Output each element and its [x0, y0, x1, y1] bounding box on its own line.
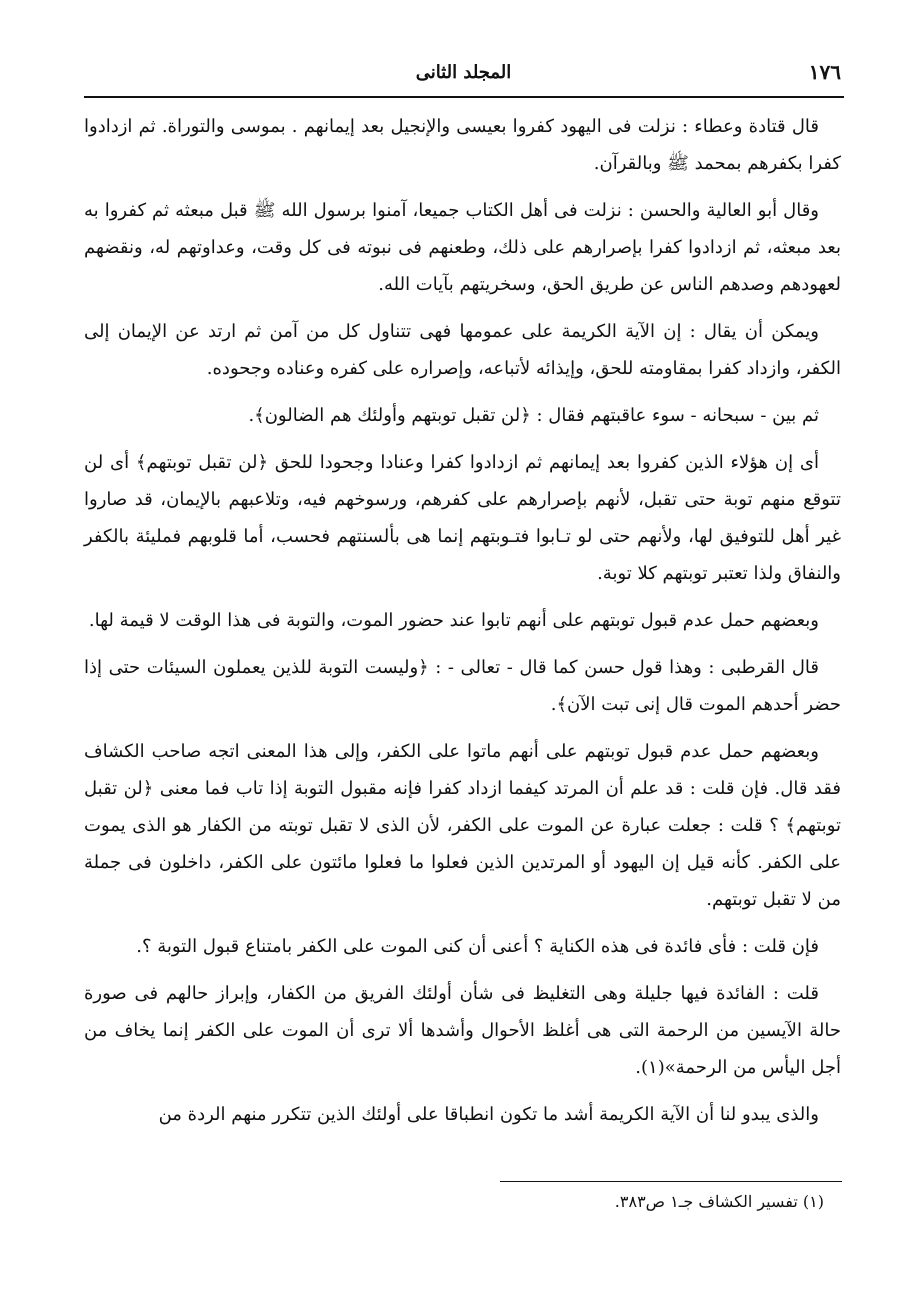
paragraph: وقال أبو العالية والحسن : نزلت فى أهل الكتاب جميعا، آمنوا برسول الله ﷺ قبل مبعثه ثم كفروا به بعد مبعثه، ثم ازدادوا كفرا بإصرارهم على ذلك، وطعنهم فى نبوته فى كل وقت، وعداوتهم له، ونقضهم لعهودهم وصدهم الناس عن طريق الحق، وسخريتهم بآيات الله.: [84, 200, 841, 295]
page-number: ١٧٦: [808, 60, 841, 84]
paragraph: أى إن هؤلاء الذين كفروا بعد إيمانهم ثم ازدادوا كفرا وعنادا وجحودا للحق ﴿لن تقبل توبتهم﴾ أى لن تتوقع منهم توبة حتى تقبل، لأنهم بإصرارهم على كفرهم، ورسوخهم فيه، وتلاعبهم بالإيمان، قد صاروا غير أهل للتوفيق لها، ولأنهم حتى لو تـابوا فتـوبتهم إنما هى بألسنتهم فحسب، أما قلوبهم فمليئة بالكفر والنفاق ولذا تعتبر توبتهم كلا توبة.: [84, 452, 841, 584]
footnote: (١) تفسير الكشاف جـ١ ص٣٨٣.: [614, 1192, 824, 1211]
paragraph: قال القرطبى : وهذا قول حسن كما قال - تعالى - : ﴿وليست التوبة للذين يعملون السيئات حتى إذا حضر أحدهم الموت قال إنى تبت الآن﴾.: [84, 657, 841, 715]
paragraph: ثم بين - سبحانه - سوء عاقبتهم فقال : ﴿لن تقبل توبتهم وأولئك هم الضالون﴾.: [248, 405, 819, 426]
paragraph: وبعضهم حمل عدم قبول توبتهم على أنهم تابوا عند حضور الموت، والتوبة فى هذا الوقت لا قيمة لها.: [88, 610, 819, 631]
body-text: [84, 108, 841, 1143]
paragraph: قلت : الفائدة فيها جليلة وهى التغليظ فى شأن أولئك الفريق من الكفار، وإبراز حالهم فى صورة حالة الآيسين من الرحمة التى هى أغلظ الأحوال وأشدها ألا ترى أن الموت على الكفر إنما يخاف من أجل اليأس من الرحمة»(١).: [84, 983, 841, 1078]
paragraph: والذى يبدو لنا أن الآية الكريمة أشد ما تكون انطباقا على أولئك الذين تتكرر منهم الردة من: [158, 1104, 819, 1125]
header-rule: [84, 96, 844, 98]
paragraph: وبعضهم حمل عدم قبول توبتهم على أنهم ماتوا على الكفر، وإلى هذا المعنى اتجه صاحب الكشاف فقد قال. فإن قلت : قد علم أن المرتد كيفما ازداد كفرا فإنه مقبول التوبة إذا تاب فما معنى ﴿لن تقبل توبتهم﴾ ؟ قلت : جعلت عبارة عن الموت على الكفر، لأن الذى لا تقبل توبته من الكفار هو الذى يموت على الكفر. كأنه قيل إن اليهود أو المرتدين الذين فعلوا ما فعلوا مائتون على الكفر، داخلون فى جملة من لا تقبل توبتهم.: [84, 741, 841, 910]
paragraph: قال قتادة وعطاء : نزلت فى اليهود كفروا بعيسى والإنجيل بعد إيمانهم . بموسى والتوراة. ثم ازدادوا كفرا بكفرهم بمحمد ﷺ وبالقرآن.: [84, 116, 841, 174]
running-head: المجلد الثانى: [415, 62, 512, 83]
paragraph: ويمكن أن يقال : إن الآية الكريمة على عمومها فهى تتناول كل من آمن ثم ارتد عن الإيمان إلى الكفر، وازداد كفرا بمقاومته للحق، وإيذائه لأتباعه، وإصراره على كفره وعناده وجحوده.: [84, 321, 841, 379]
paragraph: فإن قلت : فأى فائدة فى هذه الكناية ؟ أعنى أن كنى الموت على الكفر بامتناع قبول التوبة ؟.: [136, 936, 819, 957]
footnote-rule: [500, 1181, 842, 1182]
page-header: [86, 56, 841, 90]
